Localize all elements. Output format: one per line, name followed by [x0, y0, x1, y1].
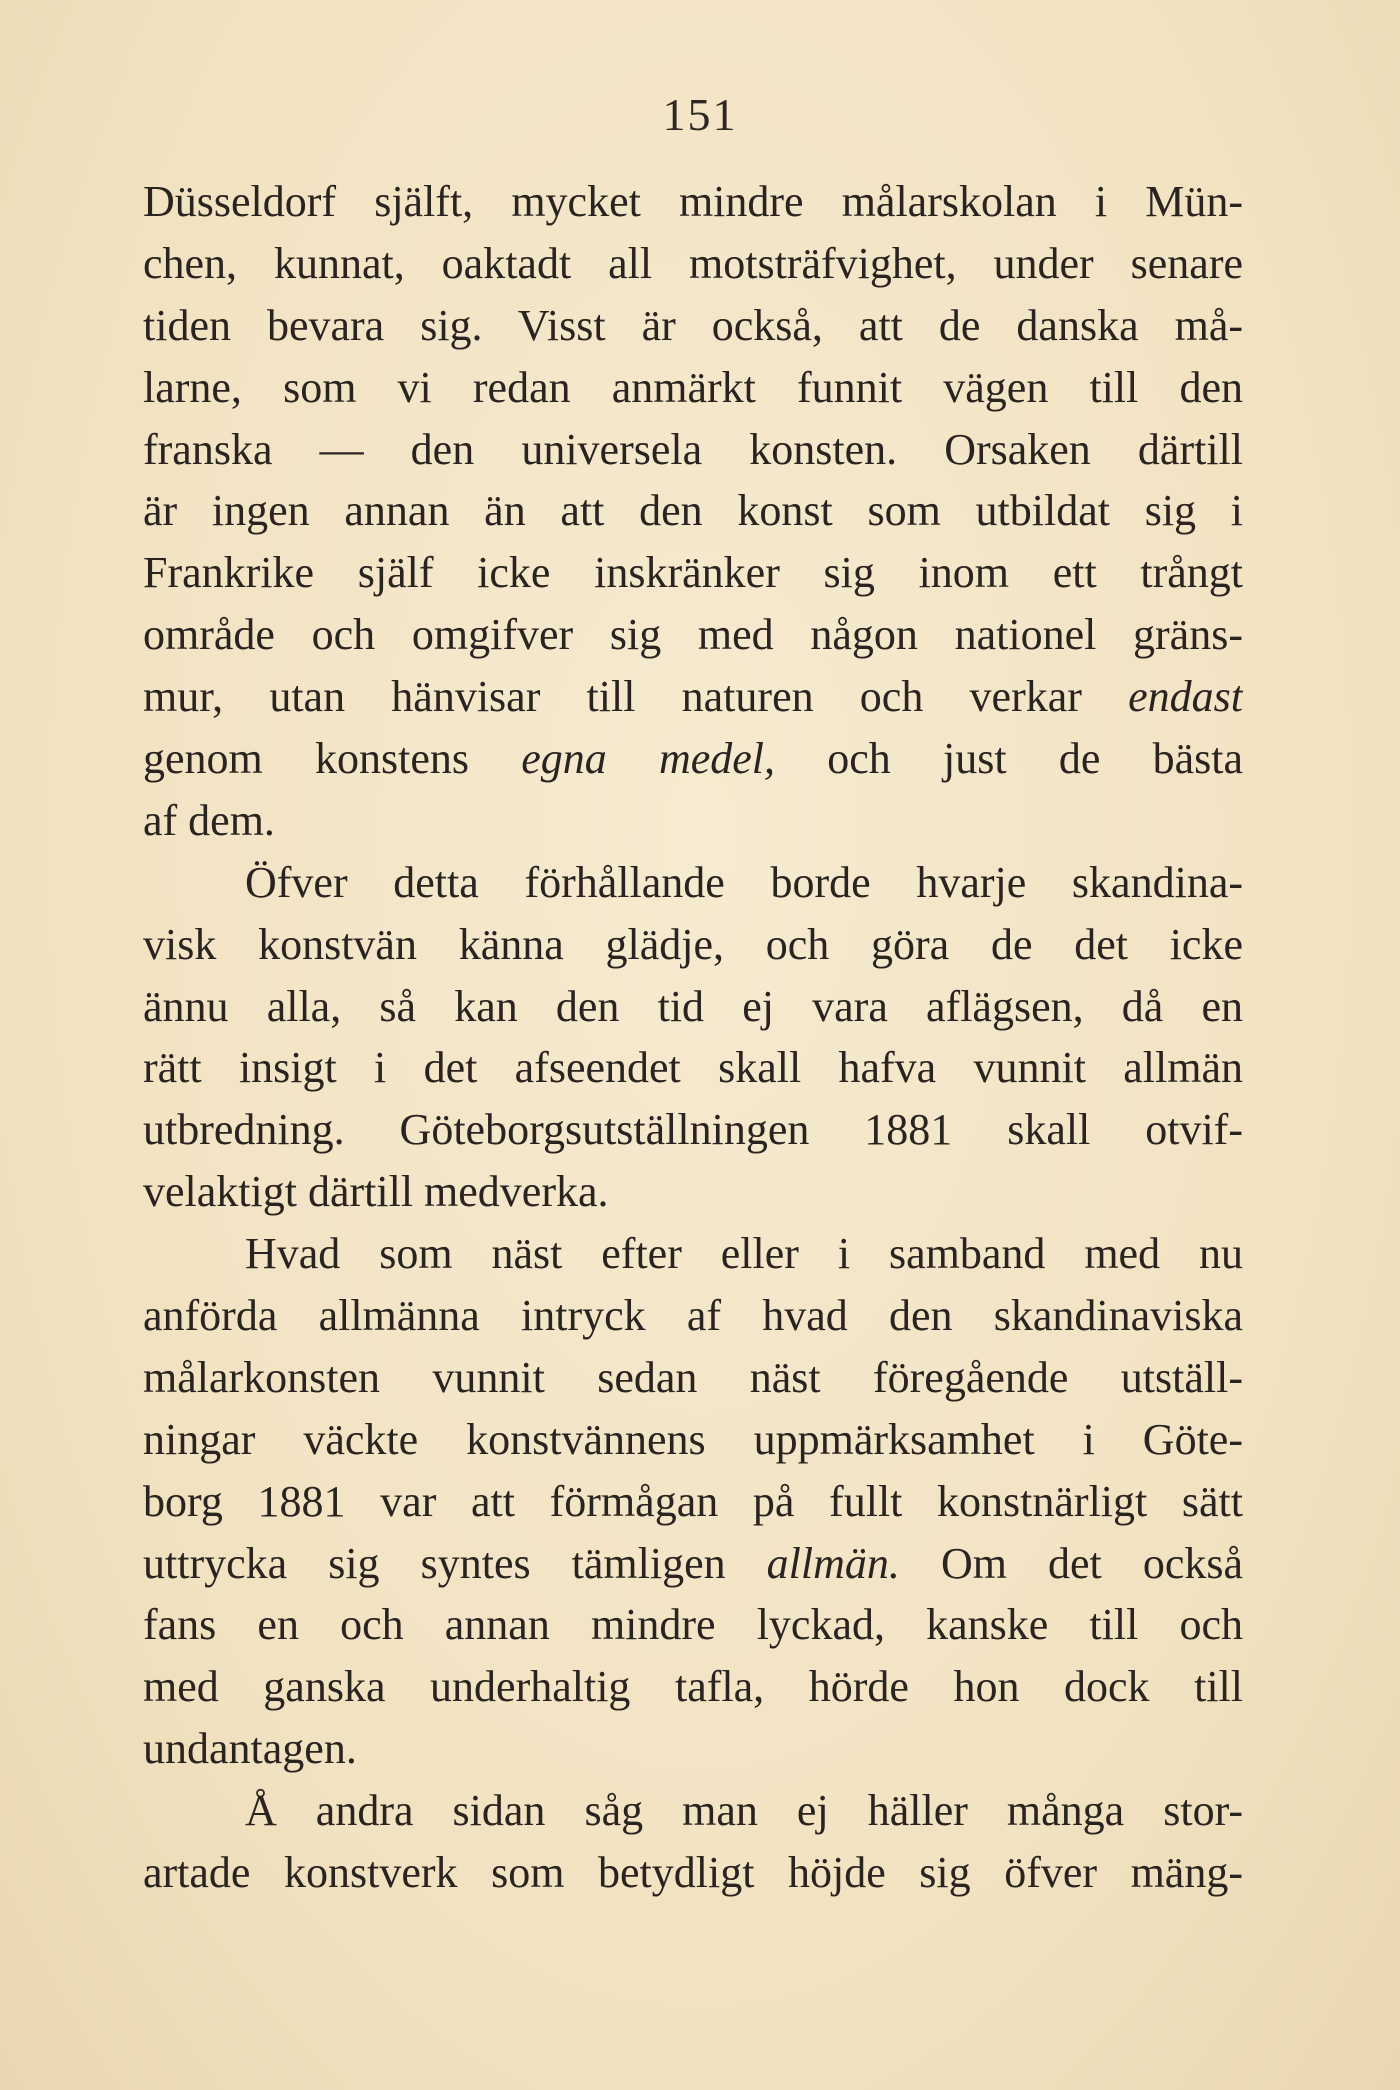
text-line: velaktigt därtill medverka. [143, 1167, 609, 1217]
text-line: är ingen annan än att den konst som utbildat sig i [143, 486, 1243, 536]
text-line: Frankrike själf icke inskränker sig inom ett trångt [143, 548, 1243, 598]
page-number: 151 [662, 89, 738, 140]
text-line: målarkonsten vunnit sedan näst föregående utställ- [143, 1352, 1243, 1402]
text-line: rätt insigt i det afseendet skall hafva vunnit allmän [143, 1043, 1243, 1093]
text-line: artade konstverk som betydligt höjde sig öfver mäng- [143, 1848, 1243, 1898]
text-line: område och omgifver sig med någon nationel gräns- [143, 610, 1243, 660]
text-line: med ganska underhaltig tafla, hörde hon dock till [143, 1662, 1243, 1712]
body-text [143, 171, 1243, 1904]
text-line: tiden bevara sig. Visst är också, att de danska må- [143, 300, 1243, 350]
text-line: Öfver detta förhållande borde hvarje skandina- [245, 857, 1243, 907]
emphasis-text: egna medel, [521, 734, 776, 784]
text-line: utbredning. Göteborgsutställningen 1881 skall otvif- [143, 1105, 1243, 1155]
text-line: borg 1881 var att förmågan på fullt konstnärligt sätt [143, 1476, 1243, 1526]
text-line: chen, kunnat, oaktadt all motsträfvighet, under senare [143, 238, 1243, 288]
text-line: visk konstvän känna glädje, och göra de det icke [143, 919, 1243, 969]
emphasis-text: allmän. [766, 1538, 900, 1588]
text-line: Hvad som näst efter eller i samband med nu [245, 1229, 1243, 1279]
text-line: mur, utan hänvisar till naturen och verkar endast [143, 672, 1243, 722]
emphasis-text: endast [1128, 672, 1243, 722]
text-line: ännu alla, så kan den tid ej vara aflägsen, då en [143, 981, 1243, 1031]
text-line: Å andra sidan såg man ej häller många stor- [245, 1786, 1243, 1836]
text-line: larne, som vi redan anmärkt funnit vägen till den [143, 362, 1243, 412]
text-line: genom konstens egna medel, och just de bästa [143, 734, 1243, 784]
text-line: af dem. [143, 795, 275, 845]
text-line: undantagen. [143, 1724, 357, 1774]
text-line: fans en och annan mindre lyckad, kanske till och [143, 1600, 1243, 1650]
text-line: anförda allmänna intryck af hvad den skandinaviska [143, 1291, 1243, 1341]
text-line: Düsseldorf själft, mycket mindre målarskolan i Mün- [143, 177, 1243, 226]
text-line: ningar väckte konstvännens uppmärksamhet i Göte- [143, 1414, 1243, 1464]
text-line: uttrycka sig syntes tämligen allmän. Om det också [143, 1538, 1243, 1588]
text-line: franska — den universela konsten. Orsaken därtill [143, 424, 1243, 474]
